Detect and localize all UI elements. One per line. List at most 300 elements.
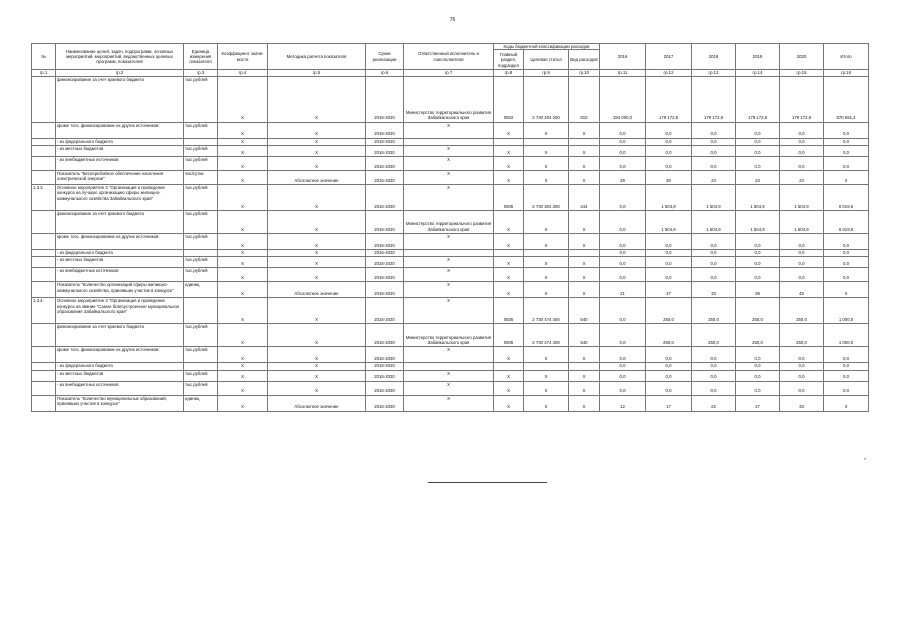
row-name: финансирование за счет краевого бюджета [56, 324, 184, 347]
row-term: 2016-2020 [366, 257, 404, 268]
table-row [32, 298, 869, 324]
row-name: кроме того, финансирование из других источников: [56, 347, 184, 363]
row-target-code [524, 363, 569, 370]
row-unit: тыс.рублей [184, 347, 218, 363]
row-target-code: X [524, 122, 569, 138]
value-2018: 0,0 [692, 157, 736, 171]
value-2016: 0,0 [600, 185, 646, 211]
value-2016: 0,0 [600, 211, 646, 234]
value-2020: 0,0 [780, 146, 824, 157]
row-unit: тыс.рублей [184, 370, 218, 381]
table-header [32, 44, 869, 77]
row-term: 2016-2020 [366, 324, 404, 347]
value-2016: 0,0 [600, 268, 646, 282]
row-number [32, 395, 56, 411]
value-2018: 33 [692, 282, 736, 298]
row-number [32, 381, 56, 395]
row-term: 2016-2020 [366, 138, 404, 145]
row-number: 1.3.3. [32, 185, 56, 211]
row-section-code: X [494, 211, 524, 234]
column-number: гр.14 [736, 70, 780, 76]
row-target-code: X [524, 234, 569, 250]
value-2017: 0,0 [646, 122, 692, 138]
row-method: X [268, 76, 366, 122]
row-name: Показатель "Количество организаций сферы жилищно-коммунального хозяйства, принявших участие в конкурсе" [56, 282, 184, 298]
row-name: - из внебюджетных источников [56, 381, 184, 395]
row-method: X [268, 298, 366, 324]
row-target-code: 2 730 474 400 [524, 324, 569, 347]
column-number: гр.5 [268, 70, 366, 76]
value-2016: 0,0 [600, 250, 646, 257]
row-section-code: X [494, 171, 524, 185]
row-name: Показатель "Бесперебойное обеспечение населения электрической энергии" [56, 171, 184, 185]
row-expense-type: X [569, 157, 600, 171]
value-2018: 1 504,9 [692, 211, 736, 234]
row-name: - из внебюджетных источников [56, 157, 184, 171]
row-method: Абсолютное значение [268, 171, 366, 185]
row-unit: тыс.рублей [184, 324, 218, 347]
value-2019: 0,0 [736, 347, 780, 363]
row-section-code [494, 363, 524, 370]
row-coefficient: X [218, 257, 268, 268]
value-2019: 0,0 [736, 381, 780, 395]
row-name: финансирование за счет краевого бюджета [56, 211, 184, 234]
value-2017: 0,0 [646, 138, 692, 145]
value-2019: 1 504,9 [736, 211, 780, 234]
row-unit: единиц [184, 282, 218, 298]
value-2017: 0,0 [646, 257, 692, 268]
value-2016: 0,0 [600, 298, 646, 324]
value-total: 0,0 [824, 138, 869, 145]
value-2020: 0,0 [780, 363, 824, 370]
value-2019: 0,0 [736, 250, 780, 257]
value-2016: 0,0 [600, 324, 646, 347]
row-number [32, 138, 56, 145]
row-unit: час/сутки [184, 171, 218, 185]
row-term: 2016-2020 [366, 347, 404, 363]
header-2020: 2020 [780, 44, 824, 70]
row-unit: тыс.рублей [184, 268, 218, 282]
row-term: 2016-2020 [366, 381, 404, 395]
row-target-code [524, 250, 569, 257]
value-2019: 0,0 [736, 122, 780, 138]
row-term: 2016-2020 [366, 185, 404, 211]
row-unit: тыс.рублей [184, 257, 218, 268]
value-2019: 0,0 [736, 234, 780, 250]
value-2020: 0,0 [780, 268, 824, 282]
value-total: 0,0 [824, 268, 869, 282]
value-2016: 0,0 [600, 138, 646, 145]
value-2016: 28 [600, 171, 646, 185]
row-name: Основное мероприятие 4 "Организация и проведение конкурса на звание "Самое благоустроенное муниципальное образование Забайкальского края" [56, 298, 184, 324]
value-2018: 0,0 [692, 370, 736, 381]
header-executor: Ответственный исполнитель и соисполнители [404, 44, 494, 70]
table-body [32, 76, 869, 411]
value-2016: 0,0 [600, 347, 646, 363]
row-expense-type: X [569, 211, 600, 234]
value-2017: 1 504,9 [646, 185, 692, 211]
row-unit [184, 250, 218, 257]
row-executor: X [404, 122, 494, 138]
row-coefficient: X [218, 185, 268, 211]
row-unit: тыс.рублей [184, 157, 218, 171]
row-executor [404, 363, 494, 370]
value-2019: 179 172,8 [736, 76, 780, 122]
table-row [32, 363, 869, 370]
row-target-code: 2 730 474 400 [524, 298, 569, 324]
row-target-code: X [524, 395, 569, 411]
value-total: X [824, 282, 869, 298]
row-term: 2016-2020 [366, 234, 404, 250]
value-total: 0,0 [824, 146, 869, 157]
value-total: 6 019,6 [824, 185, 869, 211]
value-2017: 0,0 [646, 157, 692, 171]
row-section-code: X [494, 268, 524, 282]
row-executor: Министерство территориального развития Забайкальского края [404, 76, 494, 122]
row-name: - из федерального бюджета [56, 363, 184, 370]
row-name: - из местных бюджетов [56, 146, 184, 157]
value-2019: 0,0 [736, 146, 780, 157]
row-coefficient: X [218, 157, 268, 171]
row-executor [404, 250, 494, 257]
value-2019: 27 [736, 395, 780, 411]
value-2018: 0,0 [692, 138, 736, 145]
header-2017: 2017 [646, 44, 692, 70]
row-section-code: 0502 [494, 76, 524, 122]
column-number: гр.16 [824, 70, 869, 76]
value-2019: 250,0 [736, 298, 780, 324]
value-2020: 0,0 [780, 257, 824, 268]
row-name: - из местных бюджетов [56, 257, 184, 268]
header-target: Целевая статья [524, 50, 569, 70]
row-term: 2016-2020 [366, 76, 404, 122]
value-2020: 250,0 [780, 324, 824, 347]
value-total: 0,0 [824, 250, 869, 257]
row-target-code: X [524, 282, 569, 298]
column-number: гр.15 [780, 70, 824, 76]
row-coefficient: X [218, 268, 268, 282]
row-executor [404, 138, 494, 145]
value-2017: 250,0 [646, 298, 692, 324]
table-row [32, 370, 869, 381]
side-mark: » [864, 456, 867, 461]
row-method: X [268, 381, 366, 395]
header-total: Итого [824, 44, 869, 70]
row-target-code: X [524, 157, 569, 171]
row-expense-type: X [569, 370, 600, 381]
value-2018: 0,0 [692, 257, 736, 268]
row-expense-type: X [569, 282, 600, 298]
value-2017: 0,0 [646, 250, 692, 257]
row-coefficient: X [218, 363, 268, 370]
row-executor: X [404, 257, 494, 268]
row-term: 2016-2020 [366, 370, 404, 381]
page-number: 76 [449, 17, 456, 23]
row-section-code: X [494, 234, 524, 250]
row-number [32, 282, 56, 298]
row-target-code [524, 138, 569, 145]
row-term: 2016-2020 [366, 157, 404, 171]
row-number [32, 211, 56, 234]
row-executor: X [404, 171, 494, 185]
row-name: кроме того, финансирование из других источников: [56, 122, 184, 138]
table-row [32, 234, 869, 250]
bottom-rule [428, 482, 547, 483]
row-unit: единиц [184, 395, 218, 411]
row-method: X [268, 324, 366, 347]
row-method: X [268, 268, 366, 282]
row-method: X [268, 146, 366, 157]
row-coefficient: X [218, 370, 268, 381]
value-total: 0,0 [824, 234, 869, 250]
row-unit [184, 298, 218, 324]
row-unit: тыс.рублей [184, 122, 218, 138]
value-2017: 0,0 [646, 363, 692, 370]
value-2017: 179 172,8 [646, 76, 692, 122]
value-2016: 0,0 [600, 381, 646, 395]
row-number [32, 146, 56, 157]
value-2019: 0,0 [736, 268, 780, 282]
value-2016: 0,0 [600, 370, 646, 381]
row-coefficient: X [218, 395, 268, 411]
column-number: гр.10 [569, 70, 600, 76]
row-section-code: X [494, 370, 524, 381]
value-2019: 23 [736, 171, 780, 185]
row-coefficient: X [218, 347, 268, 363]
row-target-code: X [524, 347, 569, 363]
table-row [32, 347, 869, 363]
row-expense-type: 540 [569, 298, 600, 324]
row-number [32, 347, 56, 363]
value-2018: 0,0 [692, 234, 736, 250]
column-number: гр.7 [404, 70, 494, 76]
value-total: 6 019,6 [824, 211, 869, 234]
value-2016: 0,0 [600, 122, 646, 138]
table-row [32, 157, 869, 171]
column-number: гр.9 [524, 70, 569, 76]
row-term: 2016-2020 [366, 395, 404, 411]
row-section-code: X [494, 282, 524, 298]
value-2018: 250,0 [692, 324, 736, 347]
table-row [32, 395, 869, 411]
value-2020: 0,0 [780, 370, 824, 381]
row-method: X [268, 250, 366, 257]
row-unit [184, 363, 218, 370]
row-section-code: 0505 [494, 324, 524, 347]
table-row [32, 257, 869, 268]
header-term: Сроки реализации [366, 44, 404, 70]
table-row [32, 122, 869, 138]
value-2020: 0,0 [780, 250, 824, 257]
row-executor: X [404, 185, 494, 211]
value-total: X [824, 395, 869, 411]
row-name: кроме того, финансирование из других источников: [56, 234, 184, 250]
row-term: 2016-2020 [366, 122, 404, 138]
row-unit: тыс.рублей [184, 185, 218, 211]
value-2020: 0,0 [780, 347, 824, 363]
row-term: 2016-2020 [366, 363, 404, 370]
value-2018: 22 [692, 395, 736, 411]
row-coefficient: X [218, 324, 268, 347]
program-table [31, 43, 869, 412]
row-method: X [268, 257, 366, 268]
row-coefficient: X [218, 282, 268, 298]
row-executor: X [404, 370, 494, 381]
row-unit: тыс.рублей [184, 76, 218, 122]
row-method: X [268, 138, 366, 145]
table-row [32, 268, 869, 282]
row-coefficient: X [218, 298, 268, 324]
value-2018: 0,0 [692, 250, 736, 257]
row-coefficient: X [218, 122, 268, 138]
value-2018: 0,0 [692, 381, 736, 395]
row-coefficient: X [218, 138, 268, 145]
column-number: гр.11 [600, 70, 646, 76]
table-row [32, 138, 869, 145]
row-number [32, 363, 56, 370]
value-2018: 0,0 [692, 347, 736, 363]
column-number: гр.13 [692, 70, 736, 76]
row-number [32, 268, 56, 282]
row-coefficient: X [218, 250, 268, 257]
row-method: X [268, 211, 366, 234]
row-term: 2016-2020 [366, 146, 404, 157]
row-method: X [268, 370, 366, 381]
value-total: 0,0 [824, 370, 869, 381]
row-expense-type: X [569, 171, 600, 185]
row-expense-type: X [569, 381, 600, 395]
row-number [32, 234, 56, 250]
column-number: гр.4 [218, 70, 268, 76]
row-target-code: 2 730 204 200 [524, 76, 569, 122]
row-coefficient: X [218, 211, 268, 234]
row-target-code: X [524, 146, 569, 157]
table-row [32, 381, 869, 395]
row-executor: X [404, 268, 494, 282]
value-2016: 0,0 [600, 257, 646, 268]
row-number [32, 324, 56, 347]
value-2017: 0,0 [646, 268, 692, 282]
value-total: 0,0 [824, 122, 869, 138]
table-row [32, 171, 869, 185]
row-term: 2016-2020 [366, 282, 404, 298]
value-2017: 0,0 [646, 146, 692, 157]
row-section-code: X [494, 257, 524, 268]
row-number [32, 370, 56, 381]
row-section-code: X [494, 146, 524, 157]
value-2018: 0,0 [692, 146, 736, 157]
header-2018: 2018 [692, 44, 736, 70]
row-unit [184, 138, 218, 145]
row-executor: X [404, 381, 494, 395]
row-expense-type: X [569, 268, 600, 282]
row-method: X [268, 363, 366, 370]
header-method: Методика расчета показателя [268, 44, 366, 70]
value-total: 0,0 [824, 363, 869, 370]
header-coef: Коэффициент значи-мости [218, 44, 268, 70]
value-total: 0,0 [824, 347, 869, 363]
row-section-code: X [494, 381, 524, 395]
row-expense-type: X [569, 395, 600, 411]
row-term: 2016-2020 [366, 171, 404, 185]
row-name: - из внебюджетных источников [56, 268, 184, 282]
header-exp-type: Вид расходов [569, 50, 600, 70]
row-name: - из федерального бюджета [56, 138, 184, 145]
value-total: 0,0 [824, 257, 869, 268]
column-number: гр.8 [494, 70, 524, 76]
row-target-code: 2 730 304 300 [524, 185, 569, 211]
value-2016: 154 000,0 [600, 76, 646, 122]
value-total: 1 000,0 [824, 324, 869, 347]
row-executor: X [404, 234, 494, 250]
row-section-code: 0505 [494, 185, 524, 211]
row-target-code: X [524, 381, 569, 395]
row-coefficient: X [218, 234, 268, 250]
row-number [32, 122, 56, 138]
row-number [32, 257, 56, 268]
row-term: 2016-2020 [366, 211, 404, 234]
value-2019: 0,0 [736, 157, 780, 171]
row-coefficient: X [218, 76, 268, 122]
value-2018: 250,0 [692, 298, 736, 324]
row-name: Показатель "Количество муниципальных образований, принявших участие в конкурсе" [56, 395, 184, 411]
row-executor: X [404, 146, 494, 157]
row-section-code [494, 250, 524, 257]
row-section-code [494, 138, 524, 145]
row-expense-type [569, 250, 600, 257]
row-section-code: 0505 [494, 298, 524, 324]
value-total: 0,0 [824, 157, 869, 171]
header-budget-codes: Коды бюджетной классификации расходов [494, 44, 600, 50]
table-row [32, 250, 869, 257]
value-2020: 23 [780, 171, 824, 185]
value-2017: 0,0 [646, 234, 692, 250]
column-number: гр.6 [366, 70, 404, 76]
table-row [32, 324, 869, 347]
header-section: Главный раздел, подраздел [494, 50, 524, 70]
value-2016: 12 [600, 395, 646, 411]
header-unit: Единица измерения показателя [184, 44, 218, 70]
row-expense-type: X [569, 347, 600, 363]
value-2017: 250,0 [646, 324, 692, 347]
value-2017: 20 [646, 171, 692, 185]
value-2020: 33 [780, 395, 824, 411]
row-coefficient: X [218, 146, 268, 157]
row-target-code: X [524, 171, 569, 185]
row-number [32, 76, 56, 122]
row-executor: X [404, 157, 494, 171]
row-executor: Министерство территориального развития Забайкальского края [404, 211, 494, 234]
row-term: 2016-2020 [366, 298, 404, 324]
row-unit: тыс.рублей [184, 234, 218, 250]
value-2018: 0,0 [692, 268, 736, 282]
value-2017: 1 504,9 [646, 211, 692, 234]
value-2020: 0,0 [780, 234, 824, 250]
value-2020: 0,0 [780, 381, 824, 395]
row-expense-type [569, 363, 600, 370]
column-number: гр.12 [646, 70, 692, 76]
row-method: Абсолютное значение [268, 395, 366, 411]
value-total: 1 000,0 [824, 298, 869, 324]
value-2019: 0,0 [736, 257, 780, 268]
value-2019: 0,0 [736, 363, 780, 370]
row-method: X [268, 157, 366, 171]
value-2020: 1 504,9 [780, 185, 824, 211]
row-expense-type: 540 [569, 324, 600, 347]
row-executor: X [404, 298, 494, 324]
row-name: Основное мероприятие 3 "Организация и проведение конкурса на лучшую организацию сферы жилищно-коммунального хозяйства Забайкальского края" [56, 185, 184, 211]
row-number: 1.3.4. [32, 298, 56, 324]
